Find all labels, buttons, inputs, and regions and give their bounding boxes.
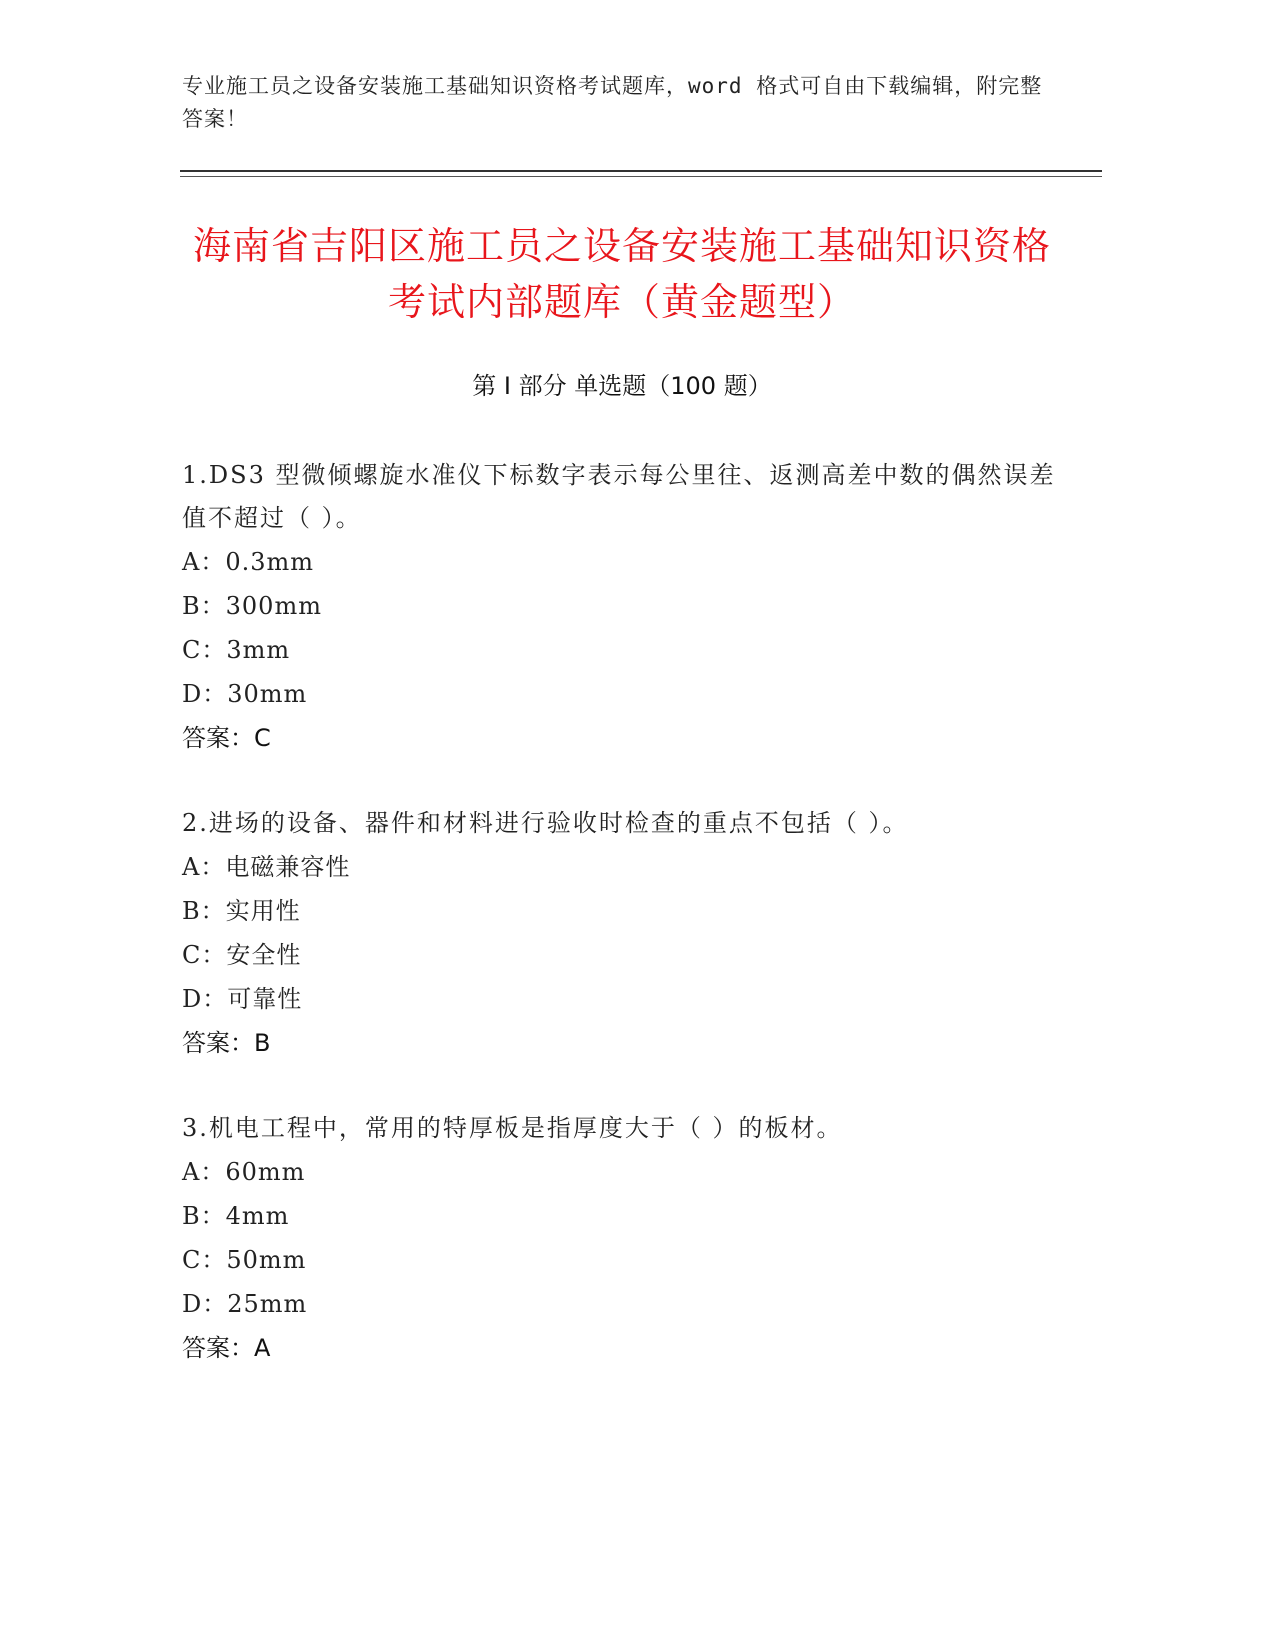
option-c: C：3mm xyxy=(182,636,291,664)
section-title: 第 I 部分 单选题（100 题） xyxy=(472,372,772,400)
question-stem: 2.进场的设备、器件和材料进行验收时检查的重点不包括（ ）。 xyxy=(182,809,909,837)
option-b: B：300mm xyxy=(182,592,322,620)
header-divider-thin xyxy=(180,176,1102,177)
option-d: D：可靠性 xyxy=(182,985,303,1013)
header-divider-thick xyxy=(180,170,1102,172)
question-2 xyxy=(182,802,1062,1065)
answer: 答案：A xyxy=(182,1334,271,1362)
question-1 xyxy=(182,454,1062,760)
question-stem: 1.DS3 型微倾螺旋水准仪下标数字表示每公里往、返测高差中数的偶然误差值不超过（ ）。 xyxy=(182,461,1056,532)
answer: 答案：B xyxy=(182,1029,271,1057)
option-a: A：60mm xyxy=(182,1158,306,1186)
option-d: D：25mm xyxy=(182,1290,308,1318)
option-b: B：实用性 xyxy=(182,897,301,925)
header-note: 专业施工员之设备安装施工基础知识资格考试题库，word 格式可自由下载编辑，附完整答案！ xyxy=(182,74,1043,131)
option-c: C：安全性 xyxy=(182,941,302,969)
option-b: B：4mm xyxy=(182,1202,290,1230)
question-3 xyxy=(182,1107,1062,1370)
option-a: A：0.3mm xyxy=(182,548,315,576)
option-a: A：电磁兼容性 xyxy=(182,853,351,881)
question-stem: 3.机电工程中，常用的特厚板是指厚度大于（ ）的板材。 xyxy=(182,1114,843,1142)
answer: 答案：C xyxy=(182,724,271,752)
document-title: 海南省吉阳区施工员之设备安装施工基础知识资格考试内部题库（黄金题型） xyxy=(192,224,1051,324)
option-c: C：50mm xyxy=(182,1246,307,1274)
option-d: D：30mm xyxy=(182,680,308,708)
